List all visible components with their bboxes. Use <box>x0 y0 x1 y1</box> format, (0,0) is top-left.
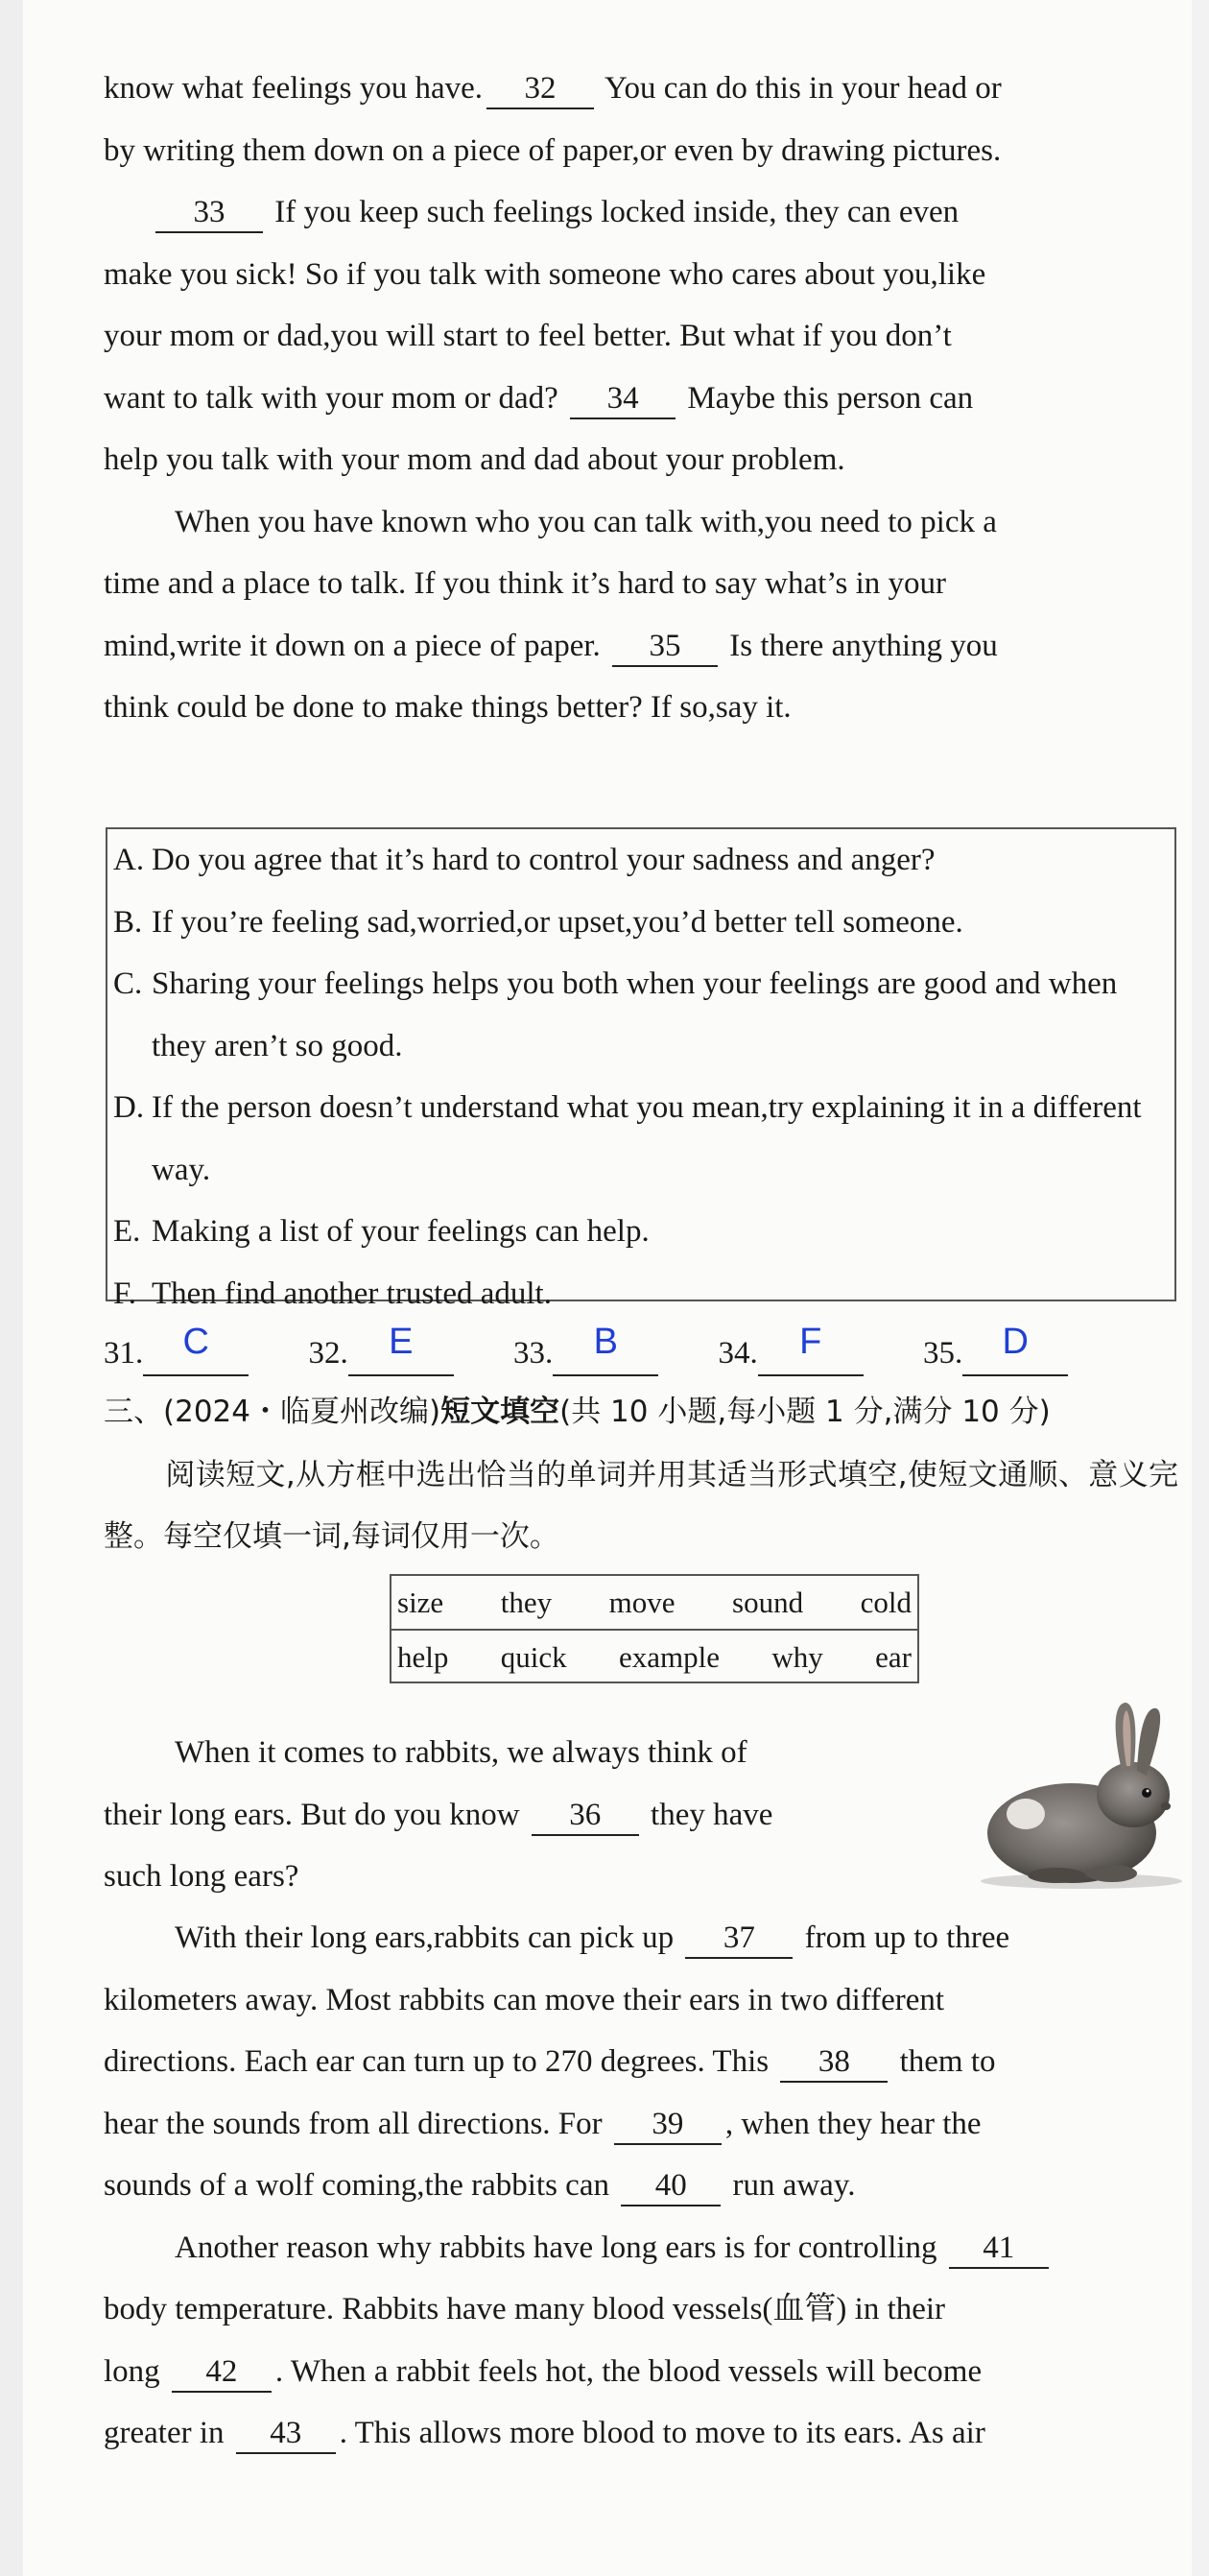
word: move <box>608 1585 676 1619</box>
passage-line: When you have known who you can talk with,you need to pick a <box>175 504 997 539</box>
blank-40: 40 <box>621 2166 721 2206</box>
options-box <box>106 827 1176 1311</box>
blank-33: 33 <box>155 193 263 233</box>
passage-line: know what feelings you have. 32 You can do this in your head or <box>104 58 1178 120</box>
passage-2-top <box>104 1722 948 1908</box>
answer-blank-35[interactable]: D <box>962 1330 1068 1376</box>
word: help <box>397 1639 449 1674</box>
answer-blank-34[interactable]: F <box>758 1330 864 1376</box>
section-3-instruction: 阅读短文,从方框中选出恰当的单词并用其适当形式填空,使短文通顺、意义完整。每空仅填一词,每词仅用一次。 <box>104 1458 1178 1554</box>
word: quick <box>500 1639 567 1674</box>
answer-number: 31. <box>104 1336 144 1371</box>
passage-line: kilometers away. Most rabbits can move their ears in two different <box>104 1982 945 2017</box>
rabbit-icon <box>968 1699 1189 1891</box>
passage-line: their long ears. But do you know 36 they have <box>104 1784 948 1847</box>
answer-blank-33[interactable]: B <box>553 1330 658 1376</box>
answer-number: 32. <box>308 1336 348 1371</box>
answer-number: 35. <box>923 1336 963 1371</box>
blank-37: 37 <box>685 1919 793 1959</box>
option-f: F. Then find another trusted adult. <box>113 1276 552 1311</box>
passage-line: directions. Each ear can turn up to 270 degrees. This 38 them to <box>104 2031 1178 2093</box>
answer-blank-32[interactable]: E <box>348 1330 454 1376</box>
option-a: A. Do you agree that it’s hard to control your sadness and anger? <box>113 843 936 877</box>
section-3-title: 短文填空 <box>440 1395 560 1429</box>
option-b: B. If you’re feeling sad,worried,or upset,you’d better tell someone. <box>113 904 963 940</box>
blank-32: 32 <box>486 69 594 109</box>
blank-41: 41 <box>949 2229 1049 2269</box>
word: sound <box>732 1585 804 1619</box>
option-c: C. Sharing your feelings helps you both when your feelings are good and when they aren’t so good. <box>113 966 1118 1063</box>
passage-line: sounds of a wolf coming,the rabbits can 40 run away. <box>104 2155 1178 2217</box>
passage-line: by writing them down on a piece of paper,or even by drawing pictures. <box>104 132 1002 168</box>
option-d: D. If the person doesn’t understand what you mean,try explaining it in a different way. <box>113 1090 1142 1187</box>
word: size <box>397 1585 444 1619</box>
word: why <box>771 1639 823 1674</box>
answer-blank-31[interactable]: C <box>143 1330 249 1376</box>
blank-35: 35 <box>612 627 718 667</box>
passage-line: such long ears? <box>104 1859 299 1894</box>
word-row-1 <box>391 1576 917 1629</box>
passage-line: long 42 . When a rabbit feels hot, the blood vessels will become <box>104 2341 1178 2403</box>
passage-line: make you sick! So if you talk with someone who cares about you,like <box>104 256 986 292</box>
passage-line: mind,write it down on a piece of paper. 35 Is there anything you <box>104 615 1178 678</box>
blank-34: 34 <box>570 379 676 419</box>
answer-number: 34. <box>718 1336 758 1371</box>
passage-line: When it comes to rabbits, we always think of <box>175 1735 747 1770</box>
word: ear <box>875 1639 912 1674</box>
answer-number: 33. <box>513 1336 554 1371</box>
passage-line: your mom or dad,you will start to feel better. But what if you don’t <box>104 319 952 353</box>
passage-line: Another reason why rabbits have long ears is for controlling 41 <box>104 2217 1178 2279</box>
word-row-2 <box>391 1629 917 1683</box>
section-3-heading: 三、(2024・临夏州改编)短文填空(共 10 小题,每小题 1 分,满分 10 分) <box>104 1395 1051 1429</box>
passage-2 <box>104 1907 1178 2465</box>
blank-38: 38 <box>780 2042 888 2083</box>
passage-1 <box>104 58 1178 739</box>
blank-36: 36 <box>532 1796 639 1836</box>
passage-line: want to talk with your mom or dad? 34 Maybe this person can <box>104 368 1178 430</box>
passage-line: With their long ears,rabbits can pick up 37 from up to three <box>104 1907 1178 1969</box>
passage-line: help you talk with your mom and dad about your problem. <box>104 442 845 477</box>
word-box <box>390 1574 919 1683</box>
option-e: E. Making a list of your feelings can help. <box>113 1214 650 1249</box>
passage-line: hear the sounds from all directions. For 39 , when they hear the <box>104 2093 1178 2156</box>
blank-39: 39 <box>614 2105 722 2145</box>
blank-42: 42 <box>172 2352 272 2393</box>
blank-43: 43 <box>236 2414 336 2454</box>
passage-line: time and a place to talk. If you think it’s hard to say what’s in your <box>104 566 946 601</box>
word: cold <box>860 1585 912 1619</box>
word: they <box>500 1585 553 1619</box>
passage-line: body temperature. Rabbits have many blood vessels(血管) in their <box>104 2292 946 2326</box>
answer-row <box>104 1323 1178 1384</box>
passage-line: 33 If you keep such feelings locked inside, they can even <box>104 181 1178 244</box>
word: example <box>619 1639 721 1674</box>
passage-line: think could be done to make things better? If so,say it. <box>104 690 792 725</box>
passage-line: greater in 43 . This allows more blood to move to its ears. As air <box>104 2402 1178 2465</box>
